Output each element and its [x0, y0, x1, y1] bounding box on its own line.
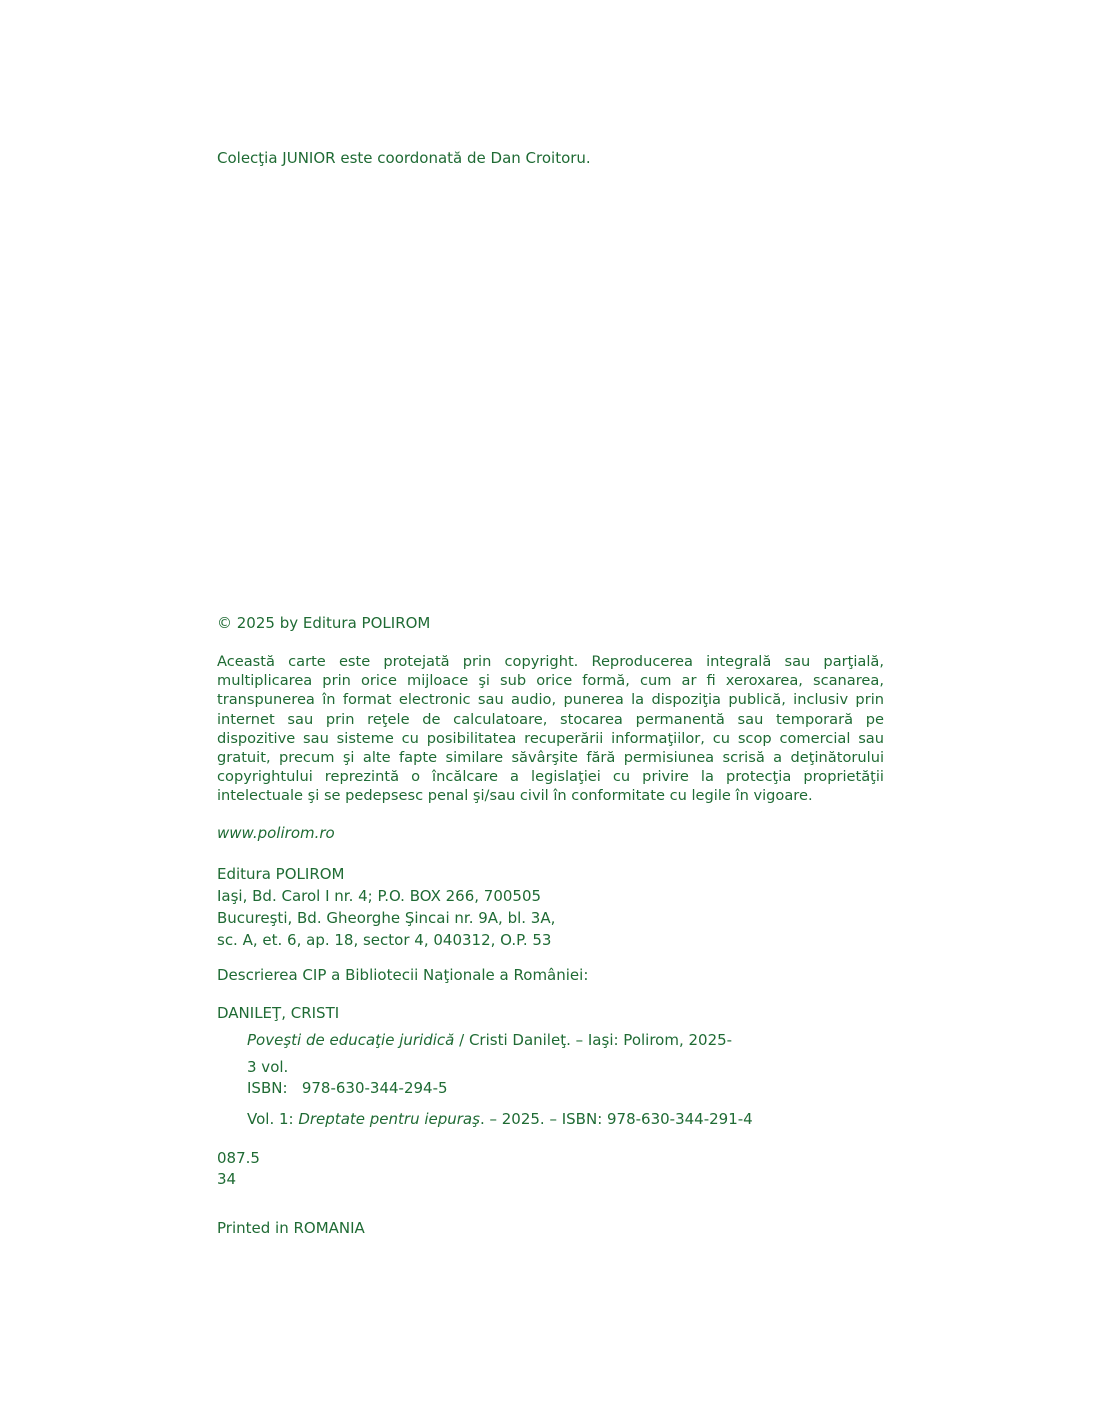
cip-isbn: ISBN: 978-630-344-294-5 — [247, 1079, 448, 1097]
cip-book-title-italic: Poveşti de educaţie juridică — [247, 1031, 455, 1049]
series-note: Colecţia JUNIOR este coordonată de Dan Croitoru. — [217, 149, 591, 167]
publisher-name: Editura POLIROM — [217, 865, 345, 883]
publisher-address — [217, 863, 884, 951]
address-line: Iaşi, Bd. Carol I nr. 4; P.O. BOX 266, 700505 — [217, 887, 542, 905]
cip-volumes: 3 vol. — [247, 1058, 289, 1076]
cdu-code: 34 — [217, 1170, 237, 1188]
cip-book-title-rest: / Cristi Danileţ. – Iaşi: Polirom, 2025- — [454, 1031, 733, 1049]
cdu-code: 087.5 — [217, 1149, 260, 1167]
address-line: sc. A, et. 6, ap. 18, sector 4, 040312, O.P. 53 — [217, 931, 552, 949]
cip-volumes-block — [247, 1057, 887, 1099]
cip-author: DANILEŢ, CRISTI — [217, 1004, 340, 1022]
cip-volume-1 — [247, 1110, 887, 1129]
cdu-codes — [217, 1148, 884, 1190]
address-line: Bucureşti, Bd. Gheorghe Şincai nr. 9A, bl. 3A, — [217, 909, 556, 927]
cip-heading: Descrierea CIP a Bibliotecii Naţionale a României: — [217, 966, 589, 984]
copyright-line: © 2025 by Editura POLIROM — [217, 614, 431, 632]
legal-notice: Această carte este protejată prin copyright. Reproducerea integrală sau parţială, multiplicarea prin orice mijloace şi sub orice formă, cum ar fi xeroxarea, scanarea, transpunerea în format electronic sau audio, punerea la dispoziţia publică, inclusiv prin internet sau prin reţele de calculatoare, stocarea permanentă sau temporară pe dispozitive sau sisteme cu posibilitatea recuperării informaţiilor, cu scop comercial sau gratuit, precum şi alte fapte similare săvârşite fără permisiunea scrisă a deţinătorului copyrightului reprezintă o încălcare a legislaţiei cu privire la protecţia proprietăţii intelectuale şi se pedepsesc penal şi/sau civil în conformitate cu legile în vigoare. — [217, 653, 884, 805]
cip-vol1-title: Dreptate pentru iepuraş — [298, 1110, 480, 1128]
cip-book-title — [247, 1031, 887, 1050]
printed-in: Printed in ROMANIA — [217, 1219, 365, 1237]
website-link[interactable]: www.polirom.ro — [217, 824, 335, 842]
cip-vol1-prefix: Vol. 1: — [247, 1110, 299, 1128]
cip-vol1-rest: . – 2025. – ISBN: 978-630-344-291-4 — [479, 1110, 753, 1128]
